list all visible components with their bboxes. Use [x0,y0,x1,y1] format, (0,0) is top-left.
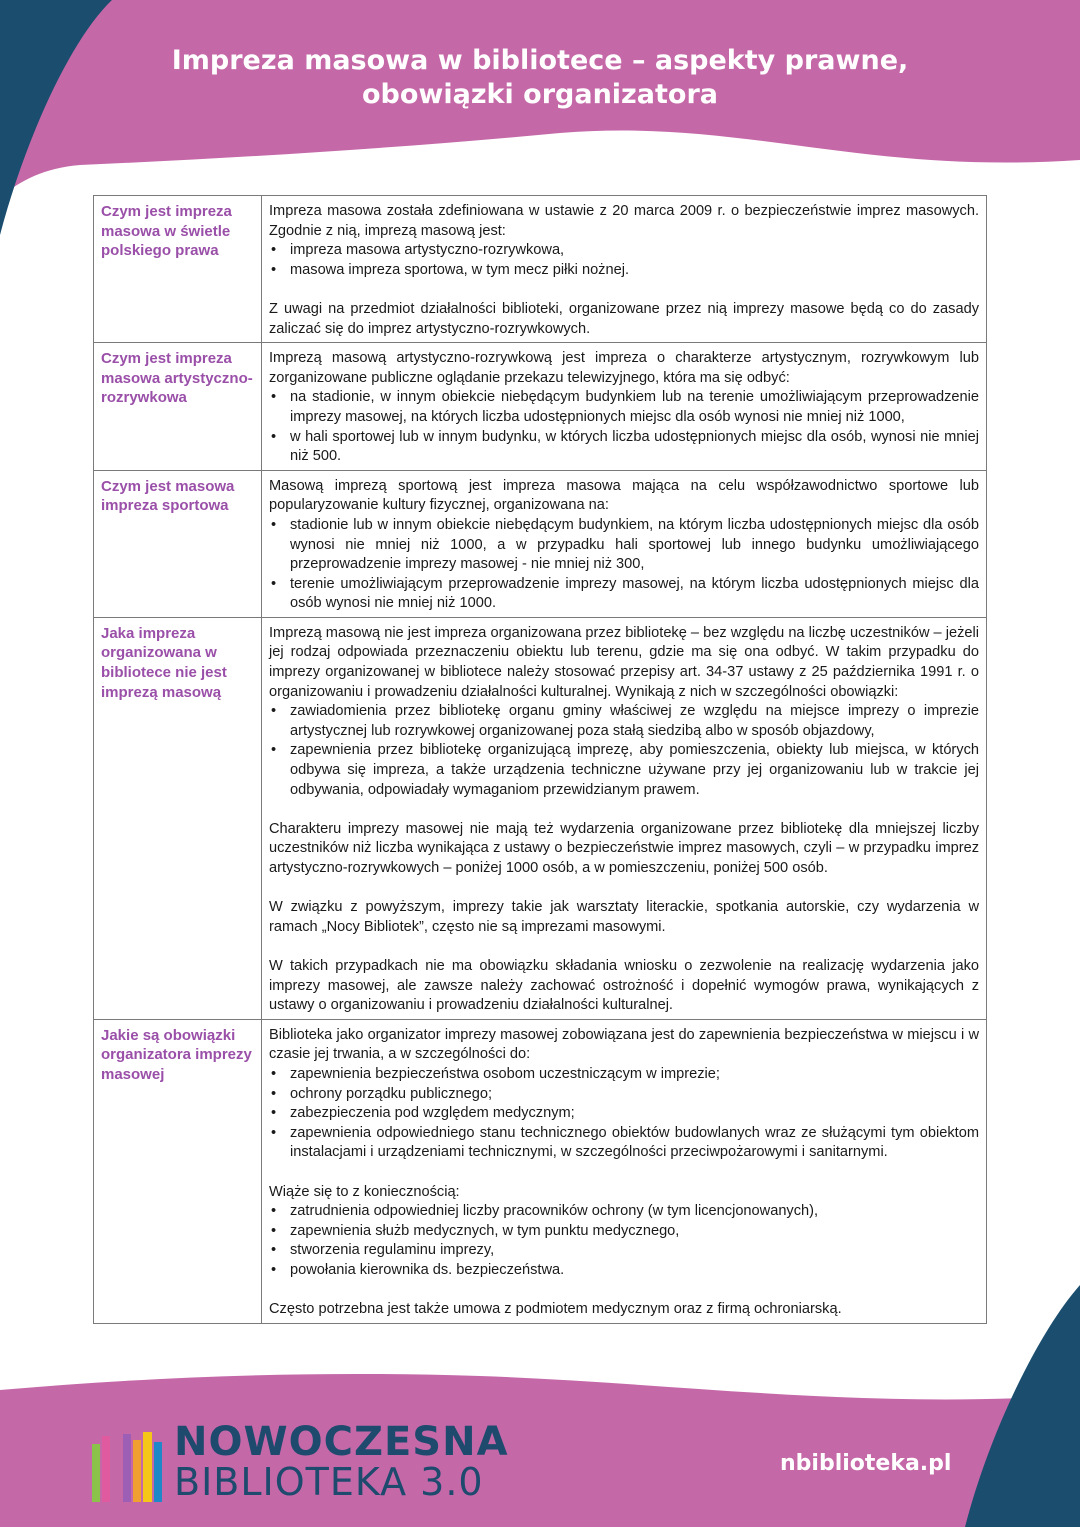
list-item: • w hali sportowej lub w innym budynku, w których liczba udostępnionych miejsc dla osób, wynosi nie mniej niż 500. [269,428,979,467]
answer-text: W takich przypadkach nie ma obowiązku składania wniosku o zezwolenie na realizację wydarzenia jako imprezy masowej, ale zawsze należy zachować ostrożność i dopełnić wymogów prawa, wynikających z ustawy o organizowaniu i prowadzeniu działalności kulturalnej. [269,957,979,1014]
info-table [93,195,987,1324]
row-answer [262,470,987,617]
answer-text: Z uwagi na przedmiot działalności biblioteki, organizowane przez nią imprezy masowe będą co do zasady zaliczać się do imprez artystyczno-rozrywkowych. [269,300,979,337]
answer-text: W związku z powyższym, imprezy takie jak warsztaty literackie, spotkania autorskie, czy wydarzenia w ramach „Nocy Bibliotek”, często nie są imprezami masowymi. [269,899,979,935]
list-item: • ochrony porządku publicznego; [269,1085,979,1105]
table-row [94,470,987,617]
row-question: Czym jest impreza masowa artystyczno-rozrywkowa [94,343,262,471]
website-url: nbiblioteka.pl [780,1451,952,1476]
list-item: • zawiadomienia przez bibliotekę organu gminy właściwej ze względu na miejsce imprezy o imprezie artystycznej lub rozrywkowej organizowanej poza stałą siedzibą albo w sposób objazdowy, [269,702,979,741]
list-item: • na stadionie, w innym obiekcie niebędącym budynkiem lub na terenie umożliwiającym przeprowadzenie imprezy masowej, na których liczba udostępnionych miejsc dla osób wynosi nie mniej niż 1000, [269,388,979,427]
answer-text: Masową imprezą sportową jest impreza masowa mająca na celu współzawodnictwo sportowe lub popularyzowanie kultury fizycznej, organizowana na: [269,477,979,514]
bullet-list [269,1065,979,1163]
list-item: • zatrudnienia odpowiedniej liczby pracowników ochrony (w tym licencjonowanych), [269,1202,979,1222]
answer-text: Biblioteka jako organizator imprezy masowej zobowiązana jest do zapewnienia bezpieczeństwa w miejscu i w czasie jej trwania, a w szczególności do: [269,1026,979,1063]
bullet-list [269,1202,979,1280]
bullet-list [269,516,979,614]
row-question: Czym jest impreza masowa w świetle polskiego prawa [94,196,262,343]
list-item: • stadionie lub w innym obiekcie niebędącym budynkiem, na którym liczba udostępnionych miejsc dla osób wynosi nie mniej niż 1000, a w przypadku hali sportowej lub innego budynku umożliwiającego przeprowadzenie imprezy masowej - nie mniej niż 300, [269,516,979,575]
list-item: • powołania kierownika ds. bezpieczeństwa. [269,1261,979,1281]
answer-text: Imprezą masową nie jest impreza organizowana przez bibliotekę – bez względu na liczbę uczestników – jeżeli jej rodzaj odpowiada przeznaczeniu obiektu lub terenu, gdzie ma się ona odbyć. W takim przypadku do imprezy organizowanej w bibliotece należy stosować przepisy art. 34-37 ustawy z 25 października 1991 r. o organizowaniu i prowadzeniu działalności kulturalnej. Wynikają z nich w szczególności obowiązki: [269,624,979,700]
title-line-2: obowiązki organizatora [362,79,718,110]
row-answer [262,343,987,471]
row-question: Jakie są obowiązki organizatora imprezy masowej [94,1019,262,1323]
logo-text-line-2: BIBLIOTEKA 3.0 [174,1460,484,1504]
list-item: • terenie umożliwiającym przeprowadzenie imprezy masowej, na którym liczba udostępnionych miejsc dla osób wynosi nie mniej niż 1000. [269,575,979,614]
list-item: • masowa impreza sportowa, w tym mecz piłki nożnej. [269,261,979,281]
bullet-list [269,702,979,800]
logo [92,1419,512,1504]
list-item: • zapewnienia przez bibliotekę organizującą imprezę, aby pomieszczenia, obiekty lub miejsca, w których odbywa się impreza, a także urządzenia techniczne używane przy jej organizowaniu lub w trakcie jej odbywania, odpowiadały wymaganiom przewidzianym prawem. [269,741,979,800]
list-item: • zabezpieczenia pod względem medycznym; [269,1104,979,1124]
table-row [94,196,987,343]
list-item: • stworzenia regulaminu imprezy, [269,1241,979,1261]
row-question: Jaka impreza organizowana w bibliotece nie jest imprezą masową [94,617,262,1019]
row-answer [262,617,987,1019]
bullet-list [269,241,979,280]
table-row [94,617,987,1019]
row-answer [262,196,987,343]
list-item: • impreza masowa artystyczno-rozrywkowa, [269,241,979,261]
logo-text-line-1: NOWOCZESNA [174,1419,509,1465]
title-line-1: Impreza masowa w bibliotece – aspekty prawne, [171,45,909,76]
answer-text: Wiąże się to z koniecznością: [269,1183,460,1200]
answer-text: Imprezą masową artystyczno-rozrywkową jest impreza o charakterze artystycznym, rozrywkowym lub zorganizowane publiczne oglądanie przekazu telewizyjnego, która ma się odbyć: [269,350,979,386]
answer-text: Impreza masowa została zdefiniowana w ustawie z 20 marca 2009 r. o bezpieczeństwie imprez masowych. Zgodnie z nią, imprezą masową jest: [269,203,979,239]
list-item: • zapewnienia służb medycznych, w tym punktu medycznego, [269,1222,979,1242]
list-item: • zapewnienia bezpieczeństwa osobom uczestniczącym w imprezie; [269,1065,979,1085]
bullet-list [269,388,979,466]
row-answer [262,1019,987,1323]
row-question: Czym jest masowa impreza sportowa [94,470,262,617]
table-row [94,343,987,471]
table-row [94,1019,987,1323]
answer-text: Charakteru imprezy masowej nie mają też wydarzenia organizowane przez bibliotekę dla mniejszej liczby uczestników niż liczba wynikająca z ustawy o bezpieczeństwie imprez masowych, czyli – w przypadku imprez artystyczno-rozrywkowych – poniżej 1000 osób, a w pomieszczeniu, poniżej 500 osób. [269,820,979,876]
book-spines-icon [92,1430,164,1502]
page-title [0,44,1080,112]
list-item: • zapewnienia odpowiedniego stanu technicznego obiektów budowlanych wraz ze służącymi tym obiektom instalacjami i urządzeniami technicznymi, w szczególności przeciwpożarowymi i sanitarnymi. [269,1124,979,1163]
answer-text: Często potrzebna jest także umowa z podmiotem medycznym oraz z firmą ochroniarską. [269,1301,842,1318]
